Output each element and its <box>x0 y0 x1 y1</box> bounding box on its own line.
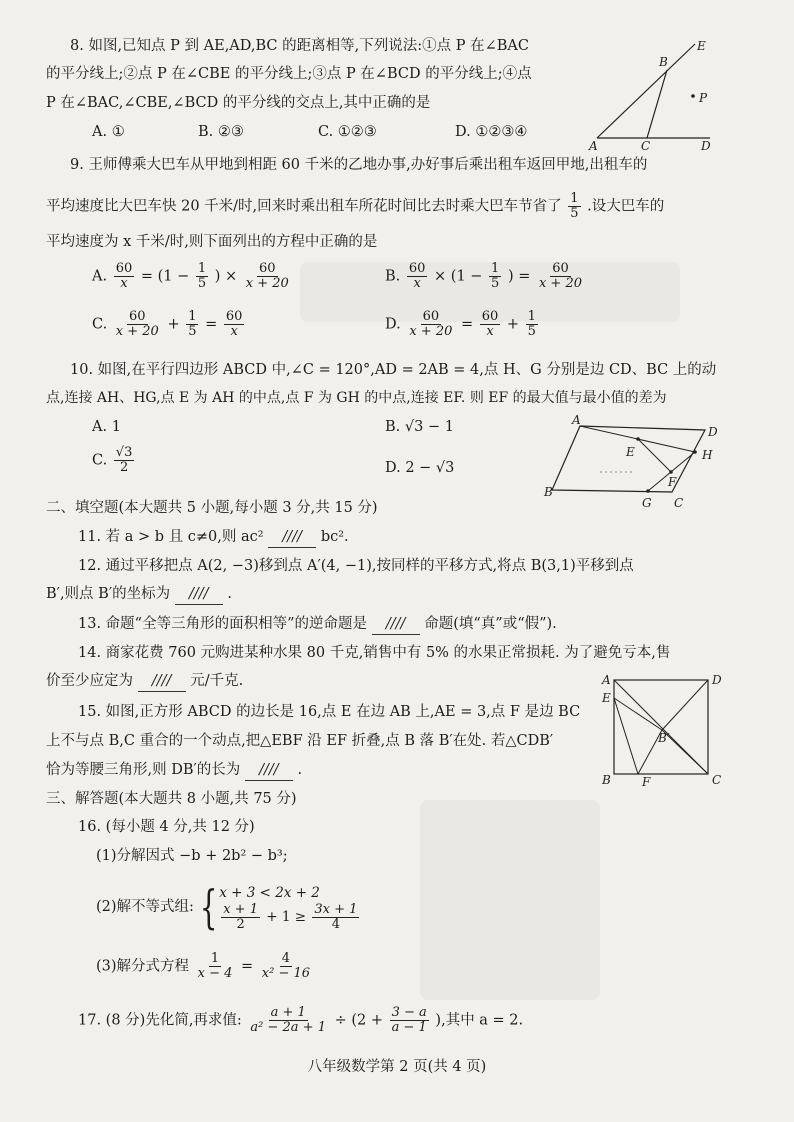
q16-part3-label: (3)解分式方程 <box>96 958 190 975</box>
q17-tail: ),其中 a = 2. <box>435 1012 524 1029</box>
frac-num: 60 <box>422 309 440 324</box>
q10-opt-c-label: C. <box>92 452 108 469</box>
frac-num: 1 <box>197 261 207 276</box>
q8-line1: 8. 如图,已知点 P 到 AE,AD,BC 的距离相等,下列说法:①点 P 在∠BAC <box>70 38 529 54</box>
q9-opt-b-frac1 <box>407 262 428 291</box>
q15-tail: . <box>297 762 303 778</box>
q10-option-d: D. 2 − √3 <box>385 460 455 476</box>
q10-point-h <box>693 450 697 454</box>
q15-label-f: F <box>642 775 651 789</box>
frac-den: x − 4 <box>197 966 233 981</box>
q10-label-e: E <box>626 445 635 459</box>
q9-opt-c-label: C. <box>92 316 108 333</box>
q9-option-c <box>92 310 246 344</box>
q8-line3: P 在∠BAC,∠CBE,∠BCD 的平分线的交点上,其中正确的是 <box>46 95 431 111</box>
q9-opt-b-mid2: ) = <box>507 268 531 285</box>
q12-line1: 12. 通过平移把点 A(2, −3)移到点 A′(4, −1),按同样的平移方式,将点 B(3,1)平移到点 <box>78 558 634 574</box>
q9-opt-d-label: D. <box>385 316 401 333</box>
q9-option-d <box>385 310 540 344</box>
frac-num: x + 1 <box>223 901 258 917</box>
page-footer: 八年级数学第 2 页(共 4 页) <box>307 1059 487 1075</box>
q15-line2: 上不与点 B,C 重合的一个动点,把△EBF 沿 EF 折叠,点 B 落 B′在处. 若△CDB′ <box>46 733 554 749</box>
q13-tail: 命题(填“真”或“假”). <box>424 616 557 632</box>
frac-den: x <box>230 324 238 339</box>
q15-answer-blank[interactable]: //// <box>245 760 293 781</box>
frac-den: x <box>120 276 128 291</box>
q13-answer-blank[interactable]: //// <box>372 614 420 635</box>
q8-label-d: D <box>701 139 711 153</box>
q9-opt-d-mid: = <box>460 316 474 333</box>
q10-opt-c-frac <box>114 446 135 475</box>
q8-point-p <box>691 94 695 98</box>
q15-label-e: E <box>602 691 611 705</box>
q8-option-d: D. ①②③④ <box>455 124 528 140</box>
frac-num: 60 <box>225 309 243 324</box>
q9-opt-c-frac3 <box>224 310 245 339</box>
q9-option-a <box>92 262 293 296</box>
frac-den: a² − 2a + 1 <box>250 1020 326 1035</box>
q15-line-eb-prime <box>614 698 662 730</box>
q12-text: B′,则点 B′的坐标为 <box>46 586 171 602</box>
q8-label-a: A <box>589 139 598 153</box>
q10-option-b: B. √3 − 1 <box>385 419 454 435</box>
q10-line1: 10. 如图,在平行四边形 ABCD 中,∠C = 120°,AD = 2AB = 4,点 H、G 分别是边 CD、BC 上的动 <box>70 362 717 378</box>
q9-opt-a-frac1 <box>114 262 135 291</box>
q16-part3-mid: = <box>241 958 254 975</box>
q9-opt-d-frac3 <box>526 310 538 339</box>
frac-den: 5 <box>527 324 536 339</box>
frac-den: 2 <box>119 460 129 475</box>
q14-tail: 元/千克. <box>190 673 244 689</box>
q10-line2: 点,连接 AH、HG,点 E 为 AH 的中点,点 F 为 GH 的中点,连接 EF. 则 EF 的最大值与最小值的差为 <box>46 390 667 406</box>
q9-opt-d-frac2 <box>480 310 501 339</box>
q9-frac-den: 5 <box>570 206 579 221</box>
q10-label-g: G <box>642 496 652 510</box>
frac-den: 5 <box>188 324 197 339</box>
q15-diagonal <box>614 680 708 774</box>
q13 <box>78 614 557 635</box>
q17-frac1 <box>248 1006 328 1035</box>
q16-part1: (1)分解因式 −b + 2b² − b³; <box>96 848 288 864</box>
frac-num: 1 <box>210 951 220 966</box>
q15-label-c: C <box>712 773 722 787</box>
q9-opt-d-mid2: + <box>506 316 520 333</box>
q9-opt-a-mid: = (1 − <box>140 268 190 285</box>
q11-answer-blank[interactable]: //// <box>268 527 316 548</box>
q8-option-a: A. ① <box>92 124 125 140</box>
q9-opt-a-frac3 <box>244 262 291 291</box>
q10-label-d: D <box>708 425 718 439</box>
q8-figure <box>585 36 735 154</box>
q10-parallelogram <box>552 426 705 492</box>
q8-line-ae <box>597 44 695 138</box>
frac-num: 4 <box>281 951 291 966</box>
q14-line2 <box>46 671 243 692</box>
q8-label-e: E <box>697 39 706 53</box>
q9-frac-num: 1 <box>570 191 579 206</box>
q9-line1: 9. 王师傅乘大巴车从甲地到相距 60 千米的乙地办事,办好事后乘出租车返回甲地,出租车的 <box>70 157 648 173</box>
frac-num: 60 <box>408 261 426 276</box>
q10-label-c: C <box>674 496 684 510</box>
q8-label-p: P <box>699 91 708 105</box>
q8-line2: 的平分线上;②点 P 在∠CBE 的平分线上;③点 P 在∠BCD 的平分线上;④点 <box>46 66 532 82</box>
q16-ineq2-frac1 <box>221 903 260 932</box>
q16-ineq2-frac2 <box>312 903 359 932</box>
q12-answer-blank[interactable]: //// <box>175 584 223 605</box>
frac-num: 3x + 1 <box>314 901 358 917</box>
q16-part3-frac2 <box>260 952 312 981</box>
q16-ineq2-mid: + 1 ≥ <box>266 908 307 925</box>
q15-label-b-prime: B′ <box>658 731 670 745</box>
q12-tail: . <box>227 586 232 602</box>
frac-num: 60 <box>129 309 146 324</box>
q9-opt-d-frac1 <box>407 310 454 339</box>
q9-opt-a-mid2: ) × <box>214 268 238 285</box>
frac-num: a + 1 <box>270 1005 306 1020</box>
frac-num: 60 <box>552 261 569 276</box>
q13-text: 13. 命题“全等三角形的面积相等”的逆命题是 <box>78 616 367 632</box>
q10-option-c <box>92 446 136 486</box>
q16-part2-label: (2)解不等式组: <box>96 899 194 915</box>
q16-part2 <box>96 872 361 942</box>
q15-line-db-prime <box>662 680 708 730</box>
q14-text: 价至少应定为 <box>46 673 133 689</box>
q9-opt-b-mid: × (1 − <box>434 268 483 285</box>
q16-part3-frac1 <box>196 952 235 981</box>
frac-den: x² − 16 <box>261 966 311 981</box>
q9-opt-b-frac3 <box>537 262 584 291</box>
q9-line2 <box>46 192 664 221</box>
frac-den: 5 <box>491 276 500 291</box>
q9-opt-a-frac2 <box>196 262 208 291</box>
q17 <box>78 1006 523 1044</box>
q8-label-b: B <box>659 55 668 69</box>
q8-option-c: C. ①②③ <box>318 124 377 140</box>
q8-label-c: C <box>641 139 651 153</box>
frac-den: x <box>413 276 421 291</box>
q10-label-f: F <box>668 475 677 489</box>
q17-frac2 <box>390 1006 429 1035</box>
frac-den: x + 20 <box>245 276 289 291</box>
frac-num: √3 <box>115 445 133 460</box>
q14-line1: 14. 商家花费 760 元购进某种水果 80 千克,销售中有 5% 的水果正常损耗. 为了避免亏本,售 <box>78 645 671 661</box>
frac-num: 3 − a <box>391 1005 427 1020</box>
q14-answer-blank[interactable]: //// <box>138 671 186 692</box>
q16-heading: 16. (每小题 4 分,共 12 分) <box>78 819 255 835</box>
frac-num: 1 <box>491 261 500 276</box>
q17-text: 17. (8 分)先化简,再求值: <box>78 1012 242 1029</box>
frac-num: 1 <box>188 309 197 324</box>
frac-den: a − 1 <box>391 1020 427 1035</box>
q10-point-e <box>636 437 640 441</box>
q9-option-b <box>385 262 586 296</box>
q10-label-b: B <box>544 485 553 499</box>
q15-figure <box>598 670 728 795</box>
q10-point-g <box>646 489 650 493</box>
q17-mid: ÷ (2 + <box>334 1012 384 1029</box>
q16-part3 <box>96 952 314 988</box>
q9-opt-c-mid2: = <box>205 316 218 333</box>
q15-label-d: D <box>712 673 722 687</box>
q16-inequality-system <box>219 883 361 932</box>
frac-den: x + 20 <box>538 276 582 291</box>
q16-ineq2 <box>219 903 361 932</box>
q9-line2-tail: .设大巴车的 <box>587 198 665 215</box>
q9-opt-c-frac1 <box>114 310 161 339</box>
q9-opt-a-label: A. <box>92 268 108 285</box>
frac-den: 4 <box>331 916 341 932</box>
q10-label-a: A <box>572 414 581 427</box>
q9-opt-b-label: B. <box>385 268 401 285</box>
frac-den: x + 20 <box>115 324 159 339</box>
q9-opt-c-frac2 <box>186 310 198 339</box>
q11 <box>78 527 349 548</box>
q10-line-ef <box>638 439 671 472</box>
q15-line1: 15. 如图,正方形 ABCD 的边长是 16,点 E 在边 AB 上,AE = 3,点 F 是边 BC <box>78 704 581 720</box>
q10-figure <box>540 414 730 514</box>
frac-num: 60 <box>115 261 133 276</box>
q9-line2-text: 平均速度比大巴车快 20 千米/时,回来时乘出租车所花时间比去时乘大巴车节省了 <box>46 198 562 215</box>
q9-line3: 平均速度为 x 千米/时,则下面列出的方程中正确的是 <box>46 234 378 250</box>
q11-tail: bc². <box>320 529 349 545</box>
q9-opt-c-mid: + <box>167 316 180 333</box>
q15-line3 <box>46 760 302 781</box>
section2-heading: 二、填空题(本大题共 5 小题,每小题 3 分,共 15 分) <box>46 500 378 516</box>
q11-text: 11. 若 a > b 且 c≠0,则 ac² <box>78 529 264 545</box>
frac-den: x <box>486 324 494 339</box>
section3-heading: 三、解答题(本大题共 8 小题,共 75 分) <box>46 791 297 807</box>
frac-den: 2 <box>236 916 245 932</box>
q10-label-h: H <box>702 448 713 462</box>
frac-num: 60 <box>259 261 276 276</box>
q15-text: 恰为等腰三角形,则 DB′的长为 <box>46 762 241 778</box>
brace-icon: { <box>199 880 218 934</box>
q9-fraction <box>568 192 580 221</box>
frac-den: x + 20 <box>409 324 453 339</box>
q15-label-a: A <box>602 673 611 687</box>
q15-label-b: B <box>602 773 611 787</box>
q16-ineq1: x + 3 < 2x + 2 <box>219 884 320 901</box>
bleed-through-smudge <box>420 800 600 1000</box>
frac-num: 60 <box>481 309 499 324</box>
q9-opt-b-frac2 <box>489 262 501 291</box>
frac-den: 5 <box>197 276 207 291</box>
q10-option-a: A. 1 <box>92 419 121 435</box>
q12-line2 <box>46 584 232 605</box>
q15-line-ef <box>614 698 638 774</box>
q8-option-b: B. ②③ <box>198 124 244 140</box>
q10-point-f <box>669 470 673 474</box>
frac-num: 1 <box>527 309 536 324</box>
